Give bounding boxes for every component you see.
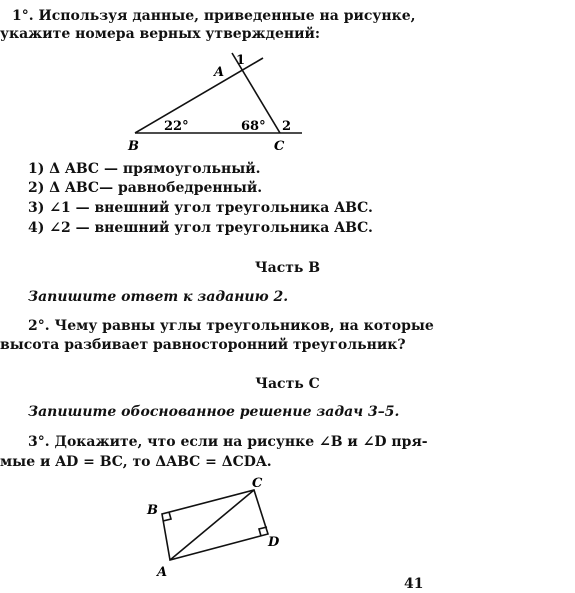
task3-line1: 3°. Докажите, что если на рисунке ∠B и ∠D пря- [28, 434, 428, 450]
part-b-title: Часть B [254, 260, 321, 276]
label-quad-a: A [157, 565, 168, 580]
label-1: 1 [236, 53, 246, 68]
angle-c-label: 68° [241, 119, 266, 134]
label-quad-c: C [252, 476, 263, 491]
option-1: 1) Δ ABC — прямоугольный. [28, 161, 261, 177]
task2-line1: 2°. Чему равны углы треугольников, на которые [28, 318, 434, 334]
part-c-instruction: Запишите обоснованное решение задач 3–5. [28, 404, 400, 420]
label-quad-d: D [268, 535, 280, 550]
task1-line2: укажите номера верных утверждений: [0, 26, 321, 42]
option-3: 3) ∠1 — внешний угол треугольника ABC. [28, 200, 373, 216]
label-quad-b: B [147, 503, 158, 518]
label-2: 2 [282, 119, 292, 134]
option-4: 4) ∠2 — внешний угол треугольника ABC. [28, 220, 373, 236]
label-a: A [214, 65, 225, 80]
option-2: 2) Δ ABC— равнобедренный. [28, 180, 263, 196]
quad-abcd [162, 490, 268, 560]
page-number: 41 [404, 576, 424, 592]
label-c: C [274, 139, 285, 154]
part-c-title: Часть C [255, 376, 320, 392]
part-b-instruction: Запишите ответ к заданию 2. [28, 289, 289, 305]
task3-line2: мые и AD = BC, то ΔABC = ΔCDA. [0, 454, 272, 470]
angle-b-label: 22° [164, 119, 189, 134]
task1-line1: 1°. Используя данные, приведенные на рисунке, [12, 8, 416, 24]
task2-line2: высота разбивает равносторонний треугольник? [0, 337, 406, 353]
label-b: B [128, 139, 139, 154]
